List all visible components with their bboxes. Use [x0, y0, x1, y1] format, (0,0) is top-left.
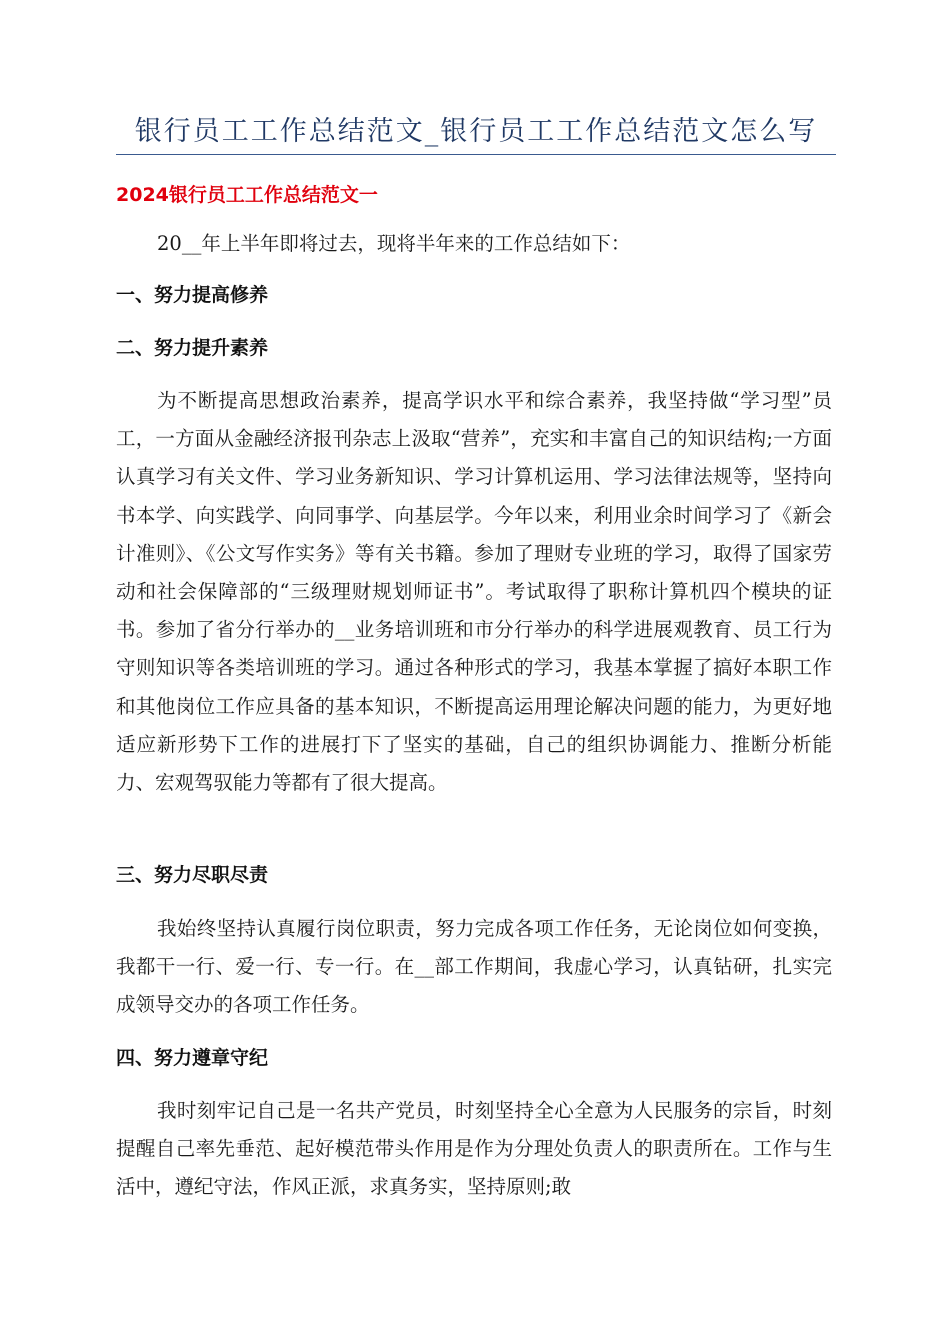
document-title: 银行员工工作总结范文_银行员工工作总结范文怎么写 — [134, 116, 818, 147]
paragraph-3: 我时刻牢记自己是一名共产党员，时刻坚持全心全意为人民服务的宗旨，时刻提醒自己率先垂范、起好模范带头作用是作为分理处负责人的职责所在。工作与生活中，遵纪守法，作风正派，求真务实，坚持原则;敢 — [116, 1099, 832, 1199]
heading-3: 三、努力尽职尽责 — [116, 864, 269, 886]
heading-2: 二、努力提升素养 — [116, 337, 269, 359]
paragraph-2: 我始终坚持认真履行岗位职责，努力完成各项工作任务，无论岗位如何变换，我都干一行、爱一行、专一行。在__部工作期间，我虚心学习，认真钻研，扎实完成领导交办的各项工作任务。 — [116, 917, 832, 1017]
heading-1: 一、努力提高修养 — [116, 284, 269, 306]
section-heading: 2024银行员工工作总结范文一 — [116, 184, 378, 206]
title-underline — [116, 154, 836, 155]
paragraph-1: 为不断提高思想政治素养，提高学识水平和综合素养，我坚持做“学习型”员工，一方面从金融经济报刊杂志上汲取“营养”，充实和丰富自己的知识结构;一方面认真学习有关文件、学习业务新知识、学习计算机运用、学习法律法规等，坚持向书本学、向实践学、向同事学、向基层学。今年以来，利用业余时间学习了《新会计准则》、《公文写作实务》等有关书籍。参加了理财专业班的学习，取得了国家劳动和社会保障部的“三级理财规划师证书”。考试取得了职称计算机四个模块的证书。参加了省分行举办的__业务培训班和市分行举办的科学进展观教育、员工行为守则知识等各类培训班的学习。通过各种形式的学习，我基本掌握了搞好本职工作和其他岗位工作应具备的基本知识，不断提高运用理论解决问题的能力，为更好地适应新形势下工作的进展打下了坚实的基础，自己的组织协调能力、推断分析能力、宏观驾驭能力等都有了很大提高。 — [116, 389, 832, 795]
heading-4: 四、努力遵章守纪 — [116, 1047, 269, 1069]
intro-paragraph: 20__年上半年即将过去，现将半年来的工作总结如下： — [157, 232, 631, 255]
